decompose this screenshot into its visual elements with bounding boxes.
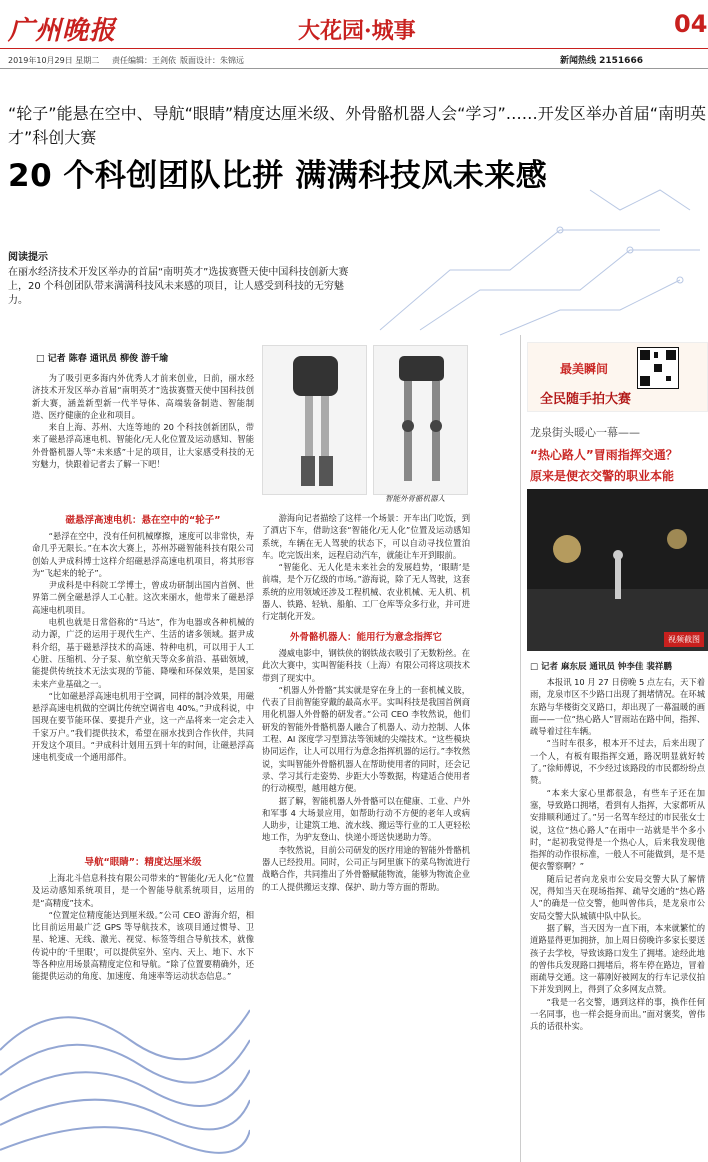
right-byline: □ 记者 麻东辰 通讯员 钟李佳 裴祥鹏 bbox=[530, 662, 672, 672]
meta-rule bbox=[0, 68, 708, 69]
editor-credit: 责任编辑：王剑依 bbox=[112, 56, 176, 65]
qr-code-icon bbox=[637, 347, 679, 389]
banner-tag: 最美瞬间 bbox=[560, 362, 609, 376]
article-byline: □ 记者 陈春 通讯员 柳俊 游千瑜 bbox=[36, 354, 169, 364]
column-divider bbox=[520, 335, 521, 1162]
banner-title: 全民随手拍大赛 bbox=[540, 392, 632, 407]
article-headline: 20 个科创团队比拼 满满科技风未来感 bbox=[8, 158, 548, 194]
photo-caption: 智能外骨骼机器人 bbox=[385, 494, 445, 503]
subhead-exoskeleton: 外骨骼机器人：能用行为意念指挥它 bbox=[289, 632, 442, 643]
exoskeleton-photo-1 bbox=[262, 345, 367, 495]
section-title: 大花园·城事 bbox=[298, 18, 416, 44]
column-1-navigation: 上海北斗信息科技有限公司带来的“智能化/无人化”位置及运动感知系统项目，是一个智能导航系统项目，运用的是“高精度”技术。 “位置定位精度能达到厘米级。”公司 CEO 游海介绍，相比目前运用最广泛 GPS 等导航技术，该项目通过惯导、卫星、轮速、无线、激光、视觉、标签等组合导航技术，就像传说中的‘千里眼’，可以提供室外、室内、天上、地下、水下等各种应用场景高精度定位和导航。“除了位置要精确外，还能提供运动的角度、加速度、角速率等运动状态信息。” bbox=[32, 872, 254, 984]
top-rule bbox=[0, 48, 708, 49]
column-1-intro: 为了吸引更多海内外优秀人才前来创业，日前，丽水经济技术开发区举办首届“南明英才”选拔赛暨天使中国科技创新大赛，涵盖新型新一代半导体、高端装备制造、智能制造、医疗健康的企业和项目。 来自上海、苏州、大连等地的 20 个科技创新团队，带来了磁悬浮高速电机、智能化/无人化位置及运动感知、智能外骨骼机器人等“未来感”十足的项目，让大家感受科技的无穷魅力，快跟着记者去了解一下吧！ bbox=[32, 373, 254, 470]
circuit-graphic bbox=[360, 170, 708, 340]
column-2-navigation: 游海向记者描绘了这样一个场景：开车出门吃饭，到了酒店下车，借助这套“智能化/无人化”位置及运动感知系统，车辆在无人驾驶的状态下，可以自动寻找位置泊车。吃完饭出来，远程启动汽车，就能让车开到眼前。 “智能化、无人化是未来社会的发展趋势，‘眼睛’是前端，是个万亿级的市场。”游海说，除了无人驾驶，这套系统的应用领域还涉及工程机械、农业机械、无人机、机器人、铁路、轻轨、船舶、工厂仓库等众多行业，并可进行定制化开发。 bbox=[262, 513, 470, 622]
exoskeleton-photo-2 bbox=[373, 345, 468, 495]
news-hotline: 新闻热线 2151666 bbox=[560, 56, 643, 66]
video-screenshot bbox=[527, 489, 708, 651]
right-title-line-1: “热心路人”冒雨指挥交通？ bbox=[530, 448, 678, 462]
page-number: 04 bbox=[674, 10, 708, 38]
issue-date: 2019年10月29日 星期二 bbox=[8, 56, 100, 65]
wave-graphic bbox=[0, 930, 250, 1162]
right-title-line-2: 原来是便衣交警的职业本能 bbox=[530, 469, 675, 483]
lead-summary: 在丽水经济技术开发区举办的首届“南明英才”选拔赛暨天使中国科技创新大赛上，20 个科创团队带来满满科技风未来感的项目，让人感受到科技的无穷魅力。 bbox=[8, 267, 349, 306]
video-label: 视频截图 bbox=[664, 632, 704, 647]
right-article-body: 本报讯 10 月 27 日傍晚 5 点左右，天下着雨，龙泉市区不少路口出现了拥堵情况。在环城东路与华楼街交叉路口，却出现了一幕温暖的画面——一位“热心路人”冒雨站在路中间，指挥、疏导着过往车辆。 “当时车很多，根本开不过去，后来出现了一个人，有板有眼指挥交通，路况明显就好转了。”徐师傅说，不少经过该路段的市民都纷纷点赞。 “本来大家心里都很急，有些车子还在加塞，导致路口拥堵，看到有人指挥，大家都听从安排顺利通过了。”另一名驾车经过的市民张女士说，这位“热心路人”在雨中一站就是半个多小时，“起初我觉得是一个热心人，后来我发现他指挥的动作很标准，一般人不可能做到，是不是便衣警察啊？” 随后记者向龙泉市公安局交警大队了解情况，得知当天在现场指挥、疏导交通的“热心路人”的确是一位交警，他叫曾伟兵，是龙泉市公安局交警大队城镇中队中队长。 据了解，当天因为一直下雨，本来就繁忙的道路显得更加拥挤，加上周日傍晚许多家长要送孩子去学校，导致该路口发生了拥堵。途经此地的曾伟兵发现路口拥堵后，将车停在路边，冒着雨疏导交通。这一幕刚好被网友的行车记录仪拍下并发到网上，得到了众多网友点赞。 “我是一名交警，遇到这样的事，换作任何一名同事，也一样会挺身而出。”面对褒奖，曾伟兵的话很朴实。 bbox=[530, 677, 705, 1032]
right-kicker: 龙泉街头暖心一幕—— bbox=[530, 426, 640, 439]
subhead-maglev: 磁悬浮高速电机：悬在空中的“轮子” bbox=[65, 515, 221, 526]
column-2-exoskeleton: 漫威电影中，钢铁侠的钢铁战衣吸引了无数粉丝。在此次大赛中，实叫智能科技（上海）有限公司将这项技术带到了现实中。 “机器人外骨骼”其实就是穿在身上的一套机械义肢，代表了目前智能穿戴的最高水平。实叫科技是我国首例商用化机器人外骨骼的研发者。”公司 CEO 李牧然说，他们研发的智能外骨骼机器人融合了机器人、动力控制、人体工程、AI 深度学习型算法等领域的尖端技术。“这些模块协同运作，让人可以用行为意念指挥机器的运行。”李牧然说，实叫智能外骨骼机器人在帮助使用者的同时，还会记录、学习其行走姿势、步距大小等数据，构建适合使用者的行动模型，越用越方便。 据了解，智能机器人外骨骼可以在健康、工业、户外和军事 4 大场景应用，如帮助行动不方便的老年人或病人助步，让建筑工地、流水线、搬运等行业的工人更轻松地工作，为驴友登山、快递小哥送快递助力等。 李牧然说，目前公司研发的医疗用途的智能外骨骼机器人已经投用。同时，公司正与阿里旗下的菜鸟物流进行战略合作，共同推出了外骨骼赋能物流，能够为物流企业的工人提供搬运支撑、保护、助力等方面的帮助。 bbox=[262, 648, 470, 892]
newspaper-logo: 广州晚报 bbox=[8, 16, 117, 46]
subhead-navigation: 导航“眼睛”：精度达厘米级 bbox=[84, 857, 202, 868]
designer-credit: 版面设计：朱锦远 bbox=[180, 56, 244, 65]
column-1-maglev: “悬浮在空中，没有任何机械摩擦，速度可以非常快，寿命几乎无限长。”在本次大赛上，苏州苏磁智能科技有限公司创始人尹成科博士这样介绍磁悬浮高速电机项目，将其形容为“飞起来的轮子”。 尹成科是中科院工学博士，曾成功研制出国内首例、世界第二例全磁悬浮人工心脏。这次来丽水，他带来了磁悬浮高速电机项目。 电机也就是日常俗称的“马达”，作为电器或各种机械的动力源，广泛的运用于现代生产、生活的诸多领域。据尹成科介绍，基于磁悬浮技术的高速、特种电机，可以用于人工心脏、压缩机、分子泵、航空航天等众多前沿、基础领域，能提供传统技术无法实现的节能、降噪和环保效果，是国家未来产业基础之一。 “比如磁悬浮高速电机用于空调，同样的制冷效果，用磁悬浮高速电机做的空调比传统空调省电 40%。”尹成科说，中国现在要节能环保、要提升产业，这一产品将来一定会走入千家万户。”我们提供技术，希望在丽水找到合作伙伴，共同开发这个项目。“尹成科计划用五到十年的时间，让磁悬浮高速电机变成一个通用部件。 bbox=[32, 531, 254, 763]
lead-heading: 阅读提示 bbox=[8, 252, 48, 263]
article-subtitle: “轮子”能悬在空中、导航“眼睛”精度达厘米级、外骨骼机器人会“学习”……开发区举办首届“南明英才”科创大赛 bbox=[8, 104, 707, 147]
